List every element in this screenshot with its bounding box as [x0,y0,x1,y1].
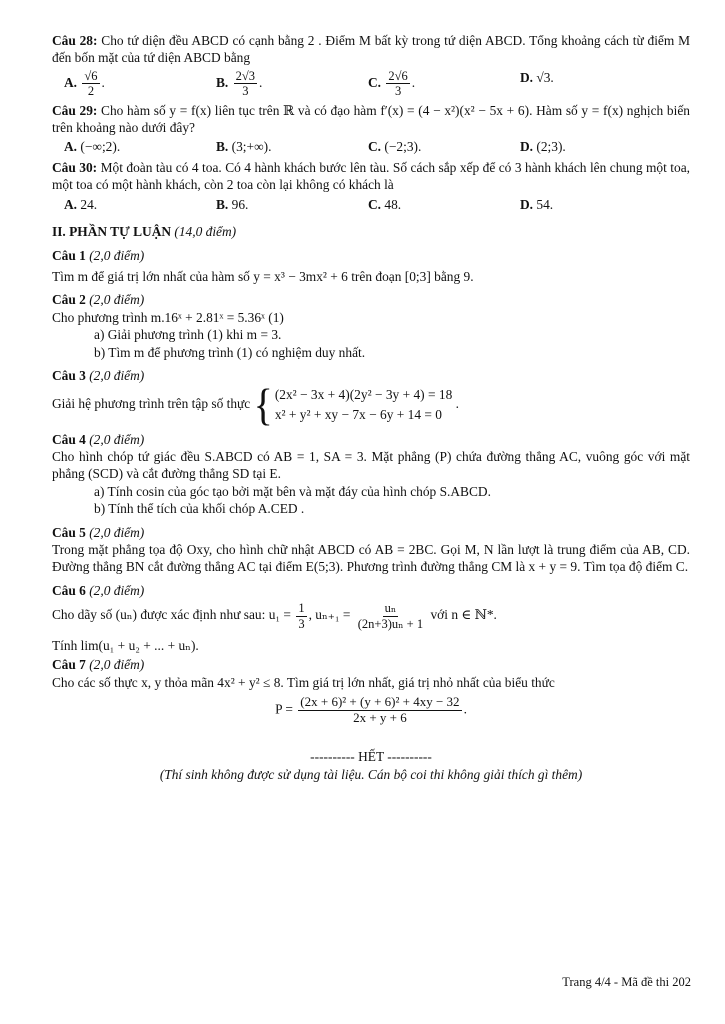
numerator: uₙ [384,601,397,616]
option-value: 24. [80,196,98,212]
problem-4-text: Cho hình chóp tứ giác đều S.ABCD có AB = 1, SA = 3. Mặt phẳng (P) chứa đường thẳng AC, vuông góc với mặt phẳng (SCD) và cắt đường thẳng SD tại E. [52,448,690,482]
denominator: 2x + y + 6 [353,710,407,726]
option-value: (2;3). [536,139,566,155]
fraction [82,69,99,99]
option-key: D. [520,196,534,212]
problem-2-part-b: b) Tìm m để phương trình (1) có nghiệm duy nhất. [94,344,366,360]
problem-3-heading [52,367,690,384]
option-value: (−2;3). [384,139,422,155]
options-29 [52,138,690,155]
denominator: 3 [394,84,402,99]
question-label: Câu 29: [52,102,98,118]
fraction [386,69,409,99]
problem-3-text [52,379,690,429]
expression-p [52,695,690,726]
option-key: B. [216,74,229,90]
option-value: 96. [231,196,249,212]
problem-points: (2,0 điểm) [89,368,145,384]
option-c: C. $\frac{2√6}{3}$ . [368,68,416,99]
problem-6-heading [52,582,690,599]
problem-label: Câu 3 [52,368,86,384]
equation-1: (2x² − 3x + 4)(2y² − 3y + 4) = 18 [274,387,453,403]
problem-5-heading [52,524,690,541]
numerator: 2√6 [388,68,408,83]
u1-label: u₁ = [268,607,291,623]
fraction [356,601,425,631]
section-title [52,223,690,240]
option-c [356,196,508,213]
option-key: A. [64,139,78,155]
question-30 [52,159,690,194]
option-value: (−∞;2). [80,139,121,155]
denominator: (2n+3)uₙ + 1 [357,616,424,631]
option-d [508,196,660,213]
denominator: 3 [298,616,305,631]
option-key: C. [368,196,382,212]
option-c [356,138,508,155]
problem-4-part-b: b) Tính thể tích của khối chóp A.CED . [94,501,305,517]
problem-label: Câu 7 [52,657,86,673]
question-28 [52,32,690,67]
numerator: 2√3 [235,68,256,83]
option-key: C. [368,74,382,90]
section-points: (14,0 điểm) [174,224,237,240]
option-key: B. [216,196,229,212]
options-30 [52,196,690,213]
option-key: D. [520,69,534,85]
problem-6-task: Tính lim(u₁ + u₂ + ... + uₙ). [52,638,199,654]
fraction [296,601,306,631]
option-key: D. [520,139,534,155]
punctuation: . [455,395,459,411]
punctuation: . [463,701,467,717]
problem-1-heading [52,247,690,264]
fraction [234,69,257,99]
problem-label: Câu 5 [52,524,86,540]
brace-icon: { [253,379,273,429]
problem-points: (2,0 điểm) [89,524,145,540]
problem-2-text: Cho phương trình m.16ˣ + 2.81ˣ = 5.36ˣ (1) [52,309,284,325]
problem-5-text: Trong mặt phẳng tọa độ Oxy, cho hình chữ nhật ABCD có AB = 2BC. Gọi M, N lần lượt là trung điểm của AB, CD. Đường thẳng BN cắt đường thẳng AC tại điểm E(5;3). Phương trình đường thẳng CM là x + y = 9. Tìm tọa độ điểm C. [52,542,690,575]
denominator: 3 [242,84,249,99]
problem-label: Câu 2 [52,292,86,308]
option-key: C. [368,139,382,155]
problem-4-heading [52,431,690,448]
exam-page [52,32,690,783]
option-value: √3. [536,69,554,85]
equation-system [253,379,453,429]
equation-2: x² + y² + xy − 7x − 6y + 14 = 0 [274,406,442,422]
option-a [52,196,204,213]
end-marker: ---------- HẾT ---------- [310,749,432,765]
page-footer: Trang 4/4 - Mã đề thi 202 [562,975,691,989]
denominator: 2 [87,84,95,99]
option-value: 54. [536,196,554,212]
expression-lhs: P = [275,701,293,717]
question-text: Một đoàn tàu có 4 toa. Có 4 hành khách bước lên tàu. Số cách sắp xếp để có 3 hành khách lên chung một toa, một toa có một hành khách, còn 2 toa còn lại không có khách là [52,159,690,193]
exam-note: (Thí sinh không được sử dụng tài liệu. Cán bộ coi thi không giải thích gì thêm) [159,766,583,782]
option-key: A. [64,74,78,90]
option-key: A. [64,196,78,212]
problem-label: Câu 4 [52,431,86,447]
question-text: Cho hàm số y = f(x) liên tục trên ℝ và có đạo hàm f′(x) = (4 − x²)(x² − 5x + 6). Hàm số y = f(x) nghịch biến trên khoảng nào dưới đây? [52,102,690,136]
question-text: Cho tứ diện đều ABCD có cạnh bằng 2 . Điểm M bất kỳ trong tứ diện ABCD. Tổng khoảng cách từ điểm M đến bốn mặt của tứ diện ABCD bằng [52,33,690,66]
problem-6-text [52,601,690,631]
option-value: 48. [384,196,402,212]
problem-4-part-a: a) Tính cosin của góc tạo bởi mặt bên và mặt đáy của hình chóp S.ABCD. [94,483,491,499]
option-b [204,138,356,155]
numerator: √6 [84,68,98,83]
fraction [298,695,461,726]
condition: với n ∈ ℕ*. [430,607,497,623]
recurrence-label: , uₙ₊₁ = [308,607,351,623]
problem-points: (2,0 điểm) [89,657,145,673]
option-d [508,69,660,99]
problem-1-text: Tìm m để giá trị lớn nhất của hàm số y = x³ − 3mx² + 6 trên đoạn [0;3] bằng 9. [52,268,474,284]
option-b: B. $\frac{2√3}{3}$ . [216,68,263,99]
problem-points: (2,0 điểm) [89,431,145,447]
options-28 [52,69,690,99]
section-heading: II. PHẦN TỰ LUẬN [52,224,172,240]
option-d [508,138,660,155]
problem-7-heading [52,656,690,673]
problem-text: Giải hệ phương trình trên tập số thực [52,395,251,411]
option-a: A. $\frac{√6}{2}$ . [64,68,105,99]
problem-2-part-a: a) Giải phương trình (1) khi m = 3. [94,327,282,343]
problem-2-heading [52,291,690,308]
numerator: 1 [298,601,305,616]
problem-points: (2,0 điểm) [89,247,145,263]
question-label: Câu 28: [52,33,98,48]
option-value: (3;+∞). [231,139,272,155]
option-a [52,138,204,155]
problem-points: (2,0 điểm) [89,582,145,598]
question-label: Câu 30: [52,159,98,175]
problem-label: Câu 6 [52,582,86,598]
numerator: (2x + 6)² + (y + 6)² + 4xy − 32 [300,694,460,710]
problem-7-text: Cho các số thực x, y thỏa mãn 4x² + y² ≤ 8. Tìm giá trị lớn nhất, giá trị nhỏ nhất của biểu thức [52,674,555,690]
problem-points: (2,0 điểm) [89,292,145,308]
question-29 [52,102,690,137]
option-key: B. [216,139,229,155]
option-b [204,196,356,213]
problem-text: Cho dãy số (uₙ) được xác định như sau: [52,607,266,623]
problem-label: Câu 1 [52,247,86,263]
